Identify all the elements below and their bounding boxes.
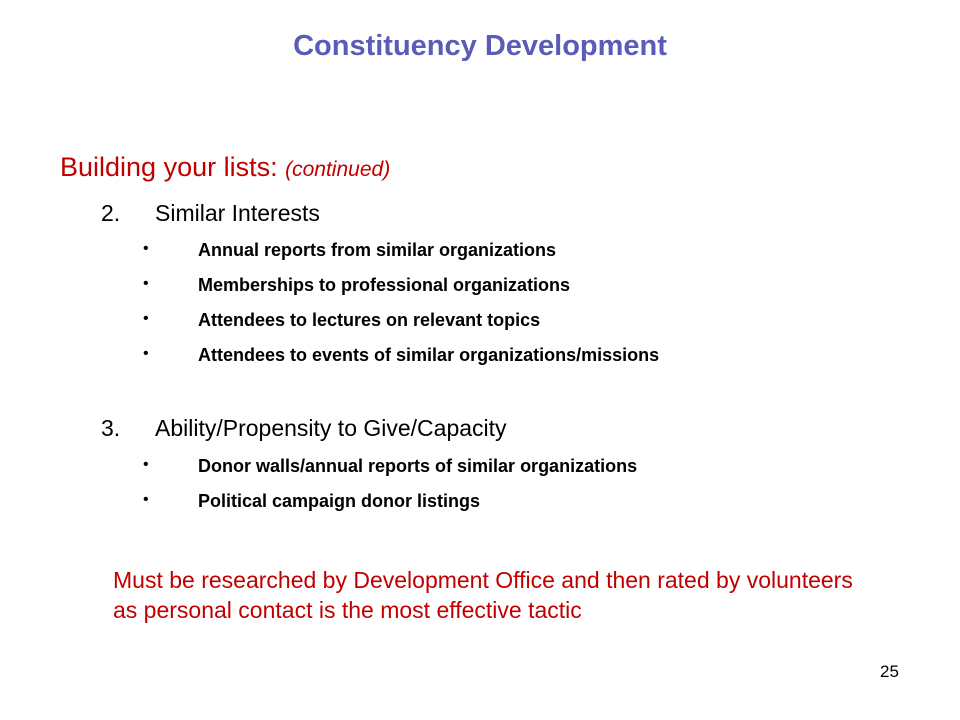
page-number: 25 bbox=[880, 662, 899, 681]
subheading-note: (continued) bbox=[285, 158, 391, 181]
numbered-heading-text: Similar Interests bbox=[155, 200, 320, 226]
list-number: 3. bbox=[101, 415, 121, 441]
numbered-heading-similar-interests bbox=[101, 200, 320, 227]
slide-title: Constituency Development bbox=[293, 30, 667, 62]
section-subheading bbox=[60, 152, 390, 183]
list-item-text: Memberships to professional organizations bbox=[198, 275, 571, 295]
list-item-text: Political campaign donor listings bbox=[198, 491, 481, 511]
list-item-text: Attendees to events of similar organizations/missions bbox=[198, 345, 660, 365]
numbered-heading-capacity bbox=[101, 415, 507, 442]
list-item-text: Attendees to lectures on relevant topics bbox=[198, 310, 541, 330]
bullet-icon: • bbox=[143, 456, 149, 473]
callout-note: Must be researched by Development Office and then rated by volunteers as personal contact is the most effective tactic bbox=[113, 567, 853, 623]
bullet-icon: • bbox=[143, 240, 149, 257]
numbered-heading-text: Ability/Propensity to Give/Capacity bbox=[155, 415, 507, 441]
list-item-text: Donor walls/annual reports of similar organizations bbox=[198, 456, 638, 476]
list-item-text: Annual reports from similar organizations bbox=[198, 240, 557, 260]
bullet-icon: • bbox=[143, 345, 149, 362]
list-number: 2. bbox=[101, 200, 121, 226]
bullet-icon: • bbox=[143, 491, 149, 508]
bullet-icon: • bbox=[143, 275, 149, 292]
subheading-text: Building your lists: bbox=[60, 152, 278, 182]
bullet-icon: • bbox=[143, 310, 149, 327]
